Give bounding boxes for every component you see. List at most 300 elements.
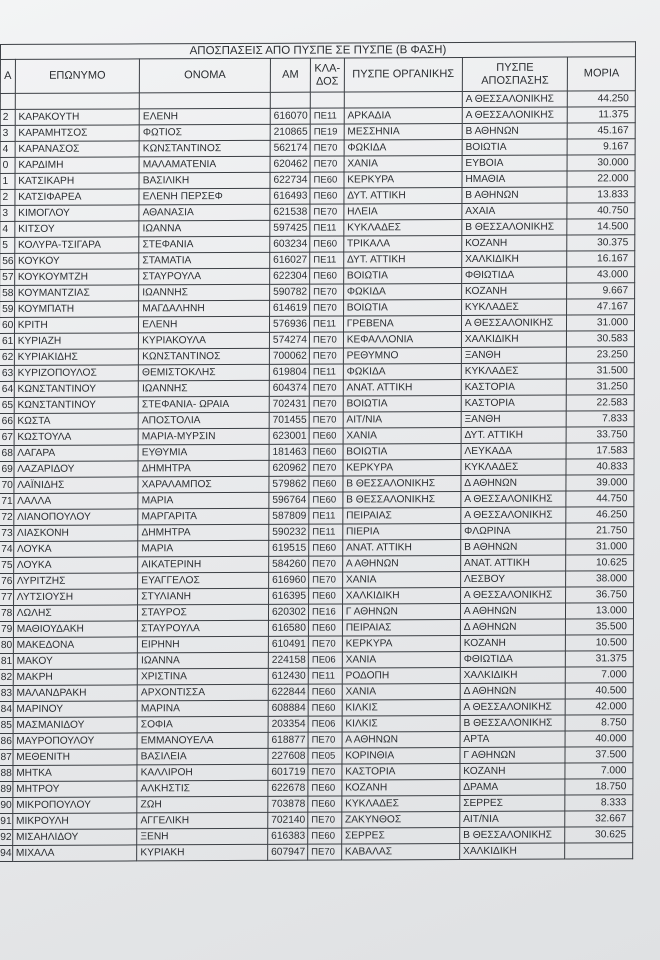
cell-aa: 80 bbox=[0, 637, 13, 653]
cell-organiki: Α ΑΘΗΝΩΝ bbox=[342, 555, 460, 572]
cell-aa: 65 bbox=[0, 397, 14, 413]
header-onoma: ΟΝΟΜΑ bbox=[140, 58, 271, 93]
cell-am: 601719 bbox=[268, 764, 308, 780]
cell-apospasis: ΧΑΛΚΙΔΙΚΗ bbox=[460, 843, 566, 859]
cell-am: 607947 bbox=[268, 844, 308, 860]
cell-am: 619515 bbox=[269, 540, 309, 556]
cell-organiki: ΠΕΙΡΑΙΑΣ bbox=[343, 507, 461, 524]
cell-onoma: ΑΓΓΕΛΙΚΗ bbox=[137, 812, 268, 829]
cell-apospasis: Β ΘΕΣΣΑΛΟΝΙΚΗΣ bbox=[462, 219, 568, 235]
cell-eponymo: ΚΩΝΣΤΑΝΤΙΝΟΥ bbox=[14, 397, 138, 414]
cell-apospasis: Β ΘΕΣΣΑΛΟΝΙΚΗΣ bbox=[460, 827, 566, 843]
cell-organiki: ΒΟΙΩΤΙΑ bbox=[343, 395, 461, 412]
cell-onoma: ΜΑΓΔΑΛΗΝΗ bbox=[139, 300, 270, 317]
cell-am: 620462 bbox=[270, 156, 310, 172]
cell-klados: ΠΕ70 bbox=[310, 204, 344, 220]
cell-apospasis: Α ΘΕΣΣΑΛΟΝΙΚΗΣ bbox=[460, 699, 566, 715]
cell-am: 612430 bbox=[268, 668, 308, 684]
cell-onoma: ΚΥΡΙΑΚΟΥΛΑ bbox=[139, 332, 270, 349]
cell-apospasis: Α ΘΕΣΣΑΛΟΝΙΚΗΣ bbox=[461, 491, 567, 507]
cell-klados: ΠΕ70 bbox=[308, 636, 342, 652]
cell-eponymo: ΚΟΥΚΟΥΜΤΖΗ bbox=[14, 269, 138, 286]
cell-aa: 62 bbox=[0, 349, 14, 365]
cell-organiki: ΚΙΛΚΙΣ bbox=[342, 699, 460, 716]
cell-moria: 35.500 bbox=[566, 619, 634, 635]
cell-aa: 85 bbox=[0, 717, 13, 733]
cell-apospasis: ΧΑΛΚΙΔΙΚΗ bbox=[461, 331, 567, 347]
cell-organiki: ΚΕΦΑΛΛΟΝΙΑ bbox=[343, 331, 461, 348]
cell-onoma: ΣΟΦΙΑ bbox=[137, 716, 268, 733]
header-eponymo: ΕΠΩΝΥΜΟ bbox=[15, 59, 140, 94]
cell-aa: 56 bbox=[0, 253, 15, 269]
cell-klados: ΠΕ11 bbox=[310, 252, 344, 268]
cell-klados: ΠΕ70 bbox=[310, 156, 344, 172]
cell-onoma: ΒΑΣΙΛΙΚΗ bbox=[139, 172, 270, 189]
cell-onoma: ΕΥΑΓΓΕΛΟΣ bbox=[138, 572, 269, 589]
cell-aa: 74 bbox=[0, 541, 14, 557]
cell-klados: ΠΕ70 bbox=[309, 396, 343, 412]
cell-organiki: ΚΕΡΚΥΡΑ bbox=[343, 459, 461, 476]
cell-moria: 38.000 bbox=[566, 571, 634, 587]
cell-klados: ΠΕ19 bbox=[310, 124, 344, 140]
cell-moria: 39.000 bbox=[566, 475, 634, 491]
cell-am: 227608 bbox=[268, 748, 308, 764]
cell-aa: 82 bbox=[0, 669, 13, 685]
cell-apospasis: Α ΑΘΗΝΩΝ bbox=[460, 603, 566, 619]
cell-eponymo: ΜΑΘΙΟΥΔΑΚΗ bbox=[13, 621, 137, 638]
cell-aa: 90 bbox=[0, 797, 13, 813]
cell-klados: ΠΕ60 bbox=[308, 780, 342, 796]
cell-moria: 30.583 bbox=[567, 331, 635, 347]
cell-eponymo: ΛΑΓΑΡΑ bbox=[14, 445, 138, 462]
cell-klados: ΠΕ11 bbox=[310, 220, 344, 236]
cell-organiki: Β ΘΕΣΣΑΛΟΝΙΚΗΣ bbox=[343, 491, 461, 508]
cell-am bbox=[270, 92, 310, 108]
cell-am: 587809 bbox=[269, 508, 309, 524]
cell-organiki: ΒΟΙΩΤΙΑ bbox=[343, 443, 461, 460]
cell-organiki: ΚΑΣΤΟΡΙΑ bbox=[342, 763, 460, 780]
cell-aa: 4 bbox=[0, 221, 15, 237]
cell-onoma: ΜΑΡΙΑ bbox=[138, 492, 269, 509]
cell-organiki: Β ΘΕΣΣΑΛΟΝΙΚΗΣ bbox=[343, 475, 461, 492]
cell-aa: 92 bbox=[0, 829, 13, 845]
cell-onoma: ΣΤΕΦΑΝΙΑ- ΩΡΑΙΑ bbox=[138, 396, 269, 413]
cell-moria: 23.250 bbox=[567, 347, 635, 363]
cell-eponymo: ΚΟΛΥΡΑ-ΤΣΙΓΑΡΑ bbox=[15, 237, 139, 254]
cell-organiki: ΠΕΙΡΑΙΑΣ bbox=[342, 619, 460, 636]
cell-apospasis: Α ΘΕΣΣΑΛΟΝΙΚΗΣ bbox=[462, 91, 568, 107]
cell-klados: ΠΕ60 bbox=[310, 268, 344, 284]
cell-moria: 31.500 bbox=[567, 363, 635, 379]
cell-aa: 60 bbox=[0, 317, 14, 333]
cell-apospasis: ΔΡΑΜΑ bbox=[460, 779, 566, 795]
cell-onoma: ΣΤΥΛΙΑΝΗ bbox=[138, 588, 269, 605]
cell-organiki: ΑΙΤ/ΝΙΑ bbox=[343, 411, 461, 428]
cell-klados: ΠΕ60 bbox=[310, 236, 344, 252]
cell-organiki: ΦΩΚΙΔΑ bbox=[344, 139, 462, 156]
cell-aa: 78 bbox=[0, 605, 13, 621]
cell-moria: 37.500 bbox=[565, 747, 633, 763]
cell-aa: 76 bbox=[0, 573, 13, 589]
cell-eponymo: ΜΑΚΟΥ bbox=[13, 653, 137, 670]
cell-organiki: ΒΟΙΩΤΙΑ bbox=[343, 267, 461, 284]
cell-klados: ΠΕ11 bbox=[310, 316, 344, 332]
cell-eponymo: ΛΥΤΣΙΟΥΣΗ bbox=[13, 589, 137, 606]
cell-organiki: ΧΑΝΙΑ bbox=[342, 651, 460, 668]
cell-eponymo: ΚΑΡΑΜΗΤΣΟΣ bbox=[15, 125, 139, 142]
cell-moria: 13.833 bbox=[567, 187, 635, 203]
cell-eponymo: ΚΑΡΑΝΑΣΟΣ bbox=[15, 141, 139, 158]
cell-am: 579862 bbox=[269, 476, 309, 492]
cell-onoma: ΧΡΙΣΤΙΝΑ bbox=[137, 668, 268, 685]
cell-onoma: ΣΤΑΥΡΟΥΛΑ bbox=[139, 268, 270, 285]
cell-aa: 68 bbox=[0, 445, 14, 461]
cell-klados: ΠΕ60 bbox=[309, 428, 343, 444]
cell-onoma: ΣΤΑΥΡΟΥΛΑ bbox=[138, 620, 269, 637]
cell-moria: 43.000 bbox=[567, 267, 635, 283]
cell-am: 621538 bbox=[270, 204, 310, 220]
cell-eponymo: ΚΑΡΑΚΟΥΤΗ bbox=[15, 109, 139, 126]
cell-moria: 44.750 bbox=[566, 491, 634, 507]
cell-onoma: ΑΘΑΝΑΣΙΑ bbox=[139, 204, 270, 221]
cell-organiki: ΑΝΑΤ. ΑΤΤΙΚΗ bbox=[342, 539, 460, 556]
cell-moria: 30.000 bbox=[567, 155, 635, 171]
cell-moria: 22.583 bbox=[567, 395, 635, 411]
cell-apospasis: Δ ΑΘΗΝΩΝ bbox=[460, 683, 566, 699]
cell-aa: 4 bbox=[0, 141, 15, 157]
cell-organiki: ΚΟΡΙΝΘΙΑ bbox=[342, 747, 460, 764]
cell-eponymo: ΜΗΤΚΑ bbox=[13, 765, 137, 782]
cell-moria: 17.583 bbox=[566, 443, 634, 459]
cell-eponymo: ΛΙΑΝΟΠΟΥΛΟΥ bbox=[14, 509, 138, 526]
cell-apospasis: Δ ΑΘΗΝΩΝ bbox=[461, 475, 567, 491]
cell-klados: ΠΕ70 bbox=[309, 572, 343, 588]
cell-am: 604374 bbox=[269, 380, 309, 396]
cell-eponymo: ΜΙΧΑΛΑ bbox=[12, 845, 136, 862]
cell-klados: ΠΕ60 bbox=[308, 684, 342, 700]
cell-klados: ΠΕ60 bbox=[308, 796, 342, 812]
cell-am: 619804 bbox=[269, 364, 309, 380]
header-row bbox=[0, 57, 635, 94]
cell-aa: 2 bbox=[0, 109, 15, 125]
placements-table bbox=[0, 41, 636, 862]
cell-am: 700062 bbox=[269, 348, 309, 364]
cell-klados: ΠΕ70 bbox=[310, 140, 344, 156]
cell-am: 616960 bbox=[269, 572, 309, 588]
cell-onoma: ΕΛΕΝΗ bbox=[139, 316, 270, 333]
cell-klados: ΠΕ60 bbox=[309, 492, 343, 508]
cell-onoma: ΜΑΡΙΑ-ΜΥΡΣΙΝ bbox=[138, 428, 269, 445]
cell-klados: ΠΕ11 bbox=[309, 524, 343, 540]
cell-onoma: ΙΩΑΝΝΑ bbox=[139, 220, 270, 237]
cell-organiki: ΗΛΕΙΑ bbox=[344, 203, 462, 220]
cell-am: 224158 bbox=[268, 652, 308, 668]
cell-organiki: Α ΑΘΗΝΩΝ bbox=[342, 731, 460, 748]
cell-apospasis: ΦΘΙΩΤΙΔΑ bbox=[460, 651, 566, 667]
cell-organiki: ΑΡΚΑΔΙΑ bbox=[344, 107, 462, 124]
cell-apospasis: Β ΑΘΗΝΩΝ bbox=[461, 539, 567, 555]
cell-apospasis: Β ΑΘΗΝΩΝ bbox=[462, 187, 568, 203]
cell-aa: 71 bbox=[0, 493, 14, 509]
cell-onoma: ΒΑΣΙΛΕΙΑ bbox=[137, 748, 268, 765]
cell-organiki: ΦΩΚΙΔΑ bbox=[343, 363, 461, 380]
cell-organiki: ΤΡΙΚΑΛΑ bbox=[344, 235, 462, 252]
cell-moria: 10.500 bbox=[566, 635, 634, 651]
cell-organiki: ΔΥΤ. ΑΤΤΙΚΗ bbox=[343, 251, 461, 268]
cell-aa: 87 bbox=[0, 749, 13, 765]
cell-am: 622678 bbox=[268, 780, 308, 796]
cell-klados: ΠΕ11 bbox=[308, 668, 342, 684]
cell-eponymo: ΜΑΚΕΔΟΝΑ bbox=[13, 637, 137, 654]
cell-moria: 40.833 bbox=[566, 459, 634, 475]
cell-moria bbox=[565, 843, 633, 859]
table-body bbox=[0, 107, 635, 862]
cell-moria: 13.000 bbox=[566, 603, 634, 619]
cell-apospasis: ΑΝΑΤ. ΑΤΤΙΚΗ bbox=[461, 555, 567, 571]
cell-aa: 88 bbox=[0, 765, 13, 781]
cell-apospasis: ΚΑΣΤΟΡΙΑ bbox=[461, 379, 567, 395]
cell-organiki: ΧΑΝΙΑ bbox=[342, 571, 460, 588]
cell-moria: 16.167 bbox=[567, 251, 635, 267]
cell-am: 622844 bbox=[268, 684, 308, 700]
cell-am: 616493 bbox=[270, 188, 310, 204]
cell-eponymo: ΚΑΤΣΙΚΑΡΗ bbox=[15, 173, 139, 190]
cell-am: 597425 bbox=[270, 220, 310, 236]
cell-klados: ΠΕ16 bbox=[308, 604, 342, 620]
cell-eponymo: ΛΟΥΚΑ bbox=[13, 541, 137, 558]
cell-am: 574274 bbox=[269, 332, 309, 348]
cell-am: 616383 bbox=[268, 828, 308, 844]
cell-aa: 75 bbox=[0, 557, 13, 573]
cell-eponymo: ΚΩΣΤΑ bbox=[14, 413, 138, 430]
cell-eponymo: ΚΥΡΙΑΖΗ bbox=[14, 333, 138, 350]
cell-onoma: ΣΤΕΦΑΝΙΑ bbox=[139, 236, 270, 253]
cell-klados: ΠΕ05 bbox=[308, 748, 342, 764]
cell-onoma: ΚΥΡΙΑΚΗ bbox=[137, 844, 268, 861]
cell-organiki bbox=[344, 91, 462, 108]
cell-organiki: ΑΝΑΤ. ΑΤΤΙΚΗ bbox=[343, 379, 461, 396]
cell-apospasis: ΒΟΙΩΤΙΑ bbox=[462, 139, 568, 155]
cell-apospasis: ΧΑΛΚΙΔΙΚΗ bbox=[462, 251, 568, 267]
cell-organiki: ΧΑΛΚΙΔΙΚΗ bbox=[342, 587, 460, 604]
cell-klados: ΠΕ70 bbox=[308, 732, 342, 748]
header-aa: Α bbox=[0, 59, 15, 93]
cell-aa: 77 bbox=[0, 589, 13, 605]
cell-onoma: ΜΑΡΙΑ bbox=[138, 540, 269, 557]
cell-eponymo: ΛΟΥΚΑ bbox=[13, 557, 137, 574]
cell-moria: 14.500 bbox=[567, 219, 635, 235]
cell-eponymo: ΛΑΛΛΑ bbox=[14, 493, 138, 510]
cell-am: 576936 bbox=[269, 316, 309, 332]
cell-am: 702140 bbox=[268, 812, 308, 828]
cell-eponymo: ΚΙΜΟΓΛΟΥ bbox=[15, 205, 139, 222]
cell-moria: 7.833 bbox=[566, 411, 634, 427]
cell-am: 616580 bbox=[268, 620, 308, 636]
cell-klados: ΠΕ11 bbox=[309, 364, 343, 380]
cell-klados: ΠΕ70 bbox=[309, 412, 343, 428]
cell-apospasis: ΛΕΥΚΑΔΑ bbox=[461, 443, 567, 459]
cell-klados: ΠΕ70 bbox=[309, 332, 343, 348]
cell-eponymo: ΛΩΛΗΣ bbox=[13, 605, 137, 622]
cell-eponymo: ΚΟΥΜΠΑΤΗ bbox=[14, 301, 138, 318]
cell-klados: ΠΕ70 bbox=[310, 300, 344, 316]
cell-moria: 22.000 bbox=[567, 171, 635, 187]
cell-onoma: ΙΩΑΝΝΑ bbox=[138, 652, 269, 669]
cell-klados: ΠΕ70 bbox=[309, 380, 343, 396]
cell-apospasis: ΑΧΑΙΑ bbox=[462, 203, 568, 219]
cell-apospasis: Α ΘΕΣΣΑΛΟΝΙΚΗΣ bbox=[461, 507, 567, 523]
cell-eponymo: ΜΑΛΑΝΔΡΑΚΗ bbox=[13, 685, 137, 702]
cell-aa: 2 bbox=[0, 189, 15, 205]
cell-apospasis: Β ΑΘΗΝΩΝ bbox=[462, 123, 568, 139]
cell-onoma: ΣΤΑΜΑΤΙΑ bbox=[139, 252, 270, 269]
cell-organiki: ΦΩΚΙΔΑ bbox=[343, 283, 461, 300]
cell-apospasis: ΣΕΡΡΕΣ bbox=[460, 795, 566, 811]
cell-onoma: ΦΩΤΙΟΣ bbox=[139, 124, 270, 141]
cell-klados: ΠΕ11 bbox=[309, 508, 343, 524]
cell-klados: ΠΕ60 bbox=[310, 172, 344, 188]
cell-apospasis: ΚΑΣΤΟΡΙΑ bbox=[461, 395, 567, 411]
cell-klados: ΠΕ60 bbox=[308, 700, 342, 716]
document-page bbox=[0, 41, 640, 862]
cell-moria: 8.333 bbox=[565, 795, 633, 811]
cell-moria: 45.167 bbox=[567, 123, 635, 139]
cell-moria: 42.000 bbox=[565, 699, 633, 715]
cell-apospasis: ΕΥΒΟΙΑ bbox=[462, 155, 568, 171]
cell-am: 623001 bbox=[269, 428, 309, 444]
cell-apospasis: ΑΡΤΑ bbox=[460, 731, 566, 747]
cell-onoma: ΙΩΑΝΝΗΣ bbox=[139, 284, 270, 301]
cell-eponymo: ΚΥΡΙΑΚΙΔΗΣ bbox=[14, 349, 138, 366]
cell-klados: ΠΕ60 bbox=[309, 540, 343, 556]
cell-am: 703878 bbox=[268, 796, 308, 812]
cell-organiki: ΒΟΙΩΤΙΑ bbox=[343, 299, 461, 316]
cell-am: 616070 bbox=[270, 108, 310, 124]
cell-moria: 18.750 bbox=[565, 779, 633, 795]
cell-moria: 36.750 bbox=[566, 587, 634, 603]
cell-moria: 9.667 bbox=[567, 283, 635, 299]
cell-organiki: ΚΕΡΚΥΡΑ bbox=[344, 171, 462, 188]
cell-aa: 3 bbox=[0, 125, 15, 141]
cell-onoma: ΣΤΑΥΡΟΣ bbox=[138, 604, 269, 621]
cell-moria: 30.625 bbox=[565, 827, 633, 843]
cell-apospasis: ΚΟΖΑΝΗ bbox=[460, 763, 566, 779]
cell-am: 620962 bbox=[269, 460, 309, 476]
cell-organiki: ΚΙΛΚΙΣ bbox=[342, 715, 460, 732]
table-row bbox=[0, 843, 633, 862]
cell-eponymo: ΜΙΣΑΗΛΙΔΟΥ bbox=[12, 829, 136, 846]
cell-moria: 31.375 bbox=[566, 651, 634, 667]
cell-eponymo: ΚΑΤΣΙΦΑΡΕΑ bbox=[15, 189, 139, 206]
cell-apospasis: ΦΛΩΡΙΝΑ bbox=[461, 523, 567, 539]
cell-aa: 67 bbox=[0, 429, 14, 445]
cell-apospasis: Γ ΑΘΗΝΩΝ bbox=[460, 747, 566, 763]
cell-aa: 73 bbox=[0, 525, 14, 541]
table-title: ΑΠΟΣΠΑΣΕΙΣ ΑΠΟ ΠΥΣΠΕ ΣΕ ΠΥΣΠΕ (Β ΦΑΣΗ) bbox=[0, 42, 635, 60]
cell-moria: 7.000 bbox=[565, 763, 633, 779]
cell-eponymo: ΛΑΖΑΡΙΔΟΥ bbox=[14, 461, 138, 478]
cell-moria: 32.667 bbox=[565, 811, 633, 827]
cell-eponymo: ΜΙΚΡΟΥΛΗ bbox=[13, 813, 137, 830]
header-apospasis: ΠΥΣΠΕ ΑΠΟΣΠΑΣΗΣ bbox=[462, 57, 568, 91]
cell-klados: ΠΕ60 bbox=[309, 476, 343, 492]
cell-am: 562174 bbox=[270, 140, 310, 156]
cell-onoma: ΜΑΛΑΜΑΤΕΝΙΑ bbox=[139, 156, 270, 173]
cell-organiki: ΡΟΔΟΠΗ bbox=[342, 667, 460, 684]
cell-onoma bbox=[139, 92, 270, 109]
cell-onoma: ΚΑΛΛΙΡΟΗ bbox=[137, 764, 268, 781]
cell-moria: 8.750 bbox=[565, 715, 633, 731]
cell-am: 622734 bbox=[270, 172, 310, 188]
cell-onoma: ΔΗΜΗΤΡΑ bbox=[138, 524, 269, 541]
cell-apospasis: Α ΘΕΣΣΑΛΟΝΙΚΗΣ bbox=[460, 587, 566, 603]
cell-aa: 86 bbox=[0, 733, 13, 749]
cell-am: 590782 bbox=[270, 284, 310, 300]
cell-moria: 46.250 bbox=[566, 507, 634, 523]
cell-onoma: ΑΠΟΣΤΟΛΙΑ bbox=[138, 412, 269, 429]
cell-moria: 33.750 bbox=[566, 427, 634, 443]
cell-am: 203354 bbox=[268, 716, 308, 732]
cell-klados: ΠΕ60 bbox=[308, 620, 342, 636]
cell-moria: 7.000 bbox=[566, 667, 634, 683]
cell-aa: 91 bbox=[0, 813, 13, 829]
cell-moria: 44.250 bbox=[568, 91, 636, 107]
cell-moria: 31.000 bbox=[566, 539, 634, 555]
cell-apospasis: ΚΟΖΑΝΗ bbox=[461, 283, 567, 299]
cell-organiki: ΜΕΣΣΗΝΙΑ bbox=[344, 123, 462, 140]
cell-eponymo: ΛΑΪΝΙΔΗΣ bbox=[14, 477, 138, 494]
cell-am: 584260 bbox=[269, 556, 309, 572]
cell-organiki: ΖΑΚΥΝΘΟΣ bbox=[342, 811, 460, 828]
cell-organiki: ΧΑΝΙΑ bbox=[342, 683, 460, 700]
cell-moria: 10.625 bbox=[566, 555, 634, 571]
cell-klados: ΠΕ70 bbox=[310, 284, 344, 300]
cell-aa bbox=[0, 93, 15, 109]
cell-moria: 40.000 bbox=[565, 731, 633, 747]
cell-aa: 83 bbox=[0, 685, 13, 701]
cell-aa: 58 bbox=[0, 285, 14, 301]
cell-moria: 9.167 bbox=[567, 139, 635, 155]
cell-aa: 0 bbox=[0, 157, 15, 173]
cell-klados: ΠΕ06 bbox=[308, 652, 342, 668]
cell-onoma: ΖΩΗ bbox=[137, 796, 268, 813]
cell-moria: 31.000 bbox=[567, 315, 635, 331]
cell-eponymo: ΜΑΡΙΝΟΥ bbox=[13, 701, 137, 718]
header-am: ΑΜ bbox=[270, 58, 310, 92]
cell-onoma: ΕΛΕΝΗ bbox=[139, 108, 270, 125]
cell-eponymo: ΚΡΙΤΗ bbox=[14, 317, 138, 334]
cell-am: 596764 bbox=[269, 492, 309, 508]
cell-aa: 66 bbox=[0, 413, 14, 429]
cell-aa: 70 bbox=[0, 477, 14, 493]
cell-aa: 64 bbox=[0, 381, 14, 397]
cell-organiki: ΧΑΝΙΑ bbox=[343, 427, 461, 444]
cell-klados: ΠΕ60 bbox=[309, 444, 343, 460]
cell-eponymo: ΚΑΡΔΙΜΗ bbox=[15, 157, 139, 174]
cell-aa: 5 bbox=[0, 237, 15, 253]
cell-klados: ΠΕ70 bbox=[309, 556, 343, 572]
cell-am: 608884 bbox=[268, 700, 308, 716]
cell-apospasis: ΚΥΚΛΑΔΕΣ bbox=[461, 459, 567, 475]
cell-onoma: ΜΑΡΓΑΡΙΤΑ bbox=[138, 508, 269, 525]
cell-am: 620302 bbox=[268, 604, 308, 620]
cell-klados: ΠΕ11 bbox=[310, 108, 344, 124]
cell-onoma: ΕΥΘΥΜΙΑ bbox=[138, 444, 269, 461]
cell-apospasis: ΔΥΤ. ΑΤΤΙΚΗ bbox=[461, 427, 567, 443]
cell-apospasis: Α ΘΕΣΣΑΛΟΝΙΚΗΣ bbox=[462, 107, 568, 123]
cell-aa: 63 bbox=[0, 365, 14, 381]
cell-onoma: ΙΩΑΝΝΗΣ bbox=[138, 380, 269, 397]
